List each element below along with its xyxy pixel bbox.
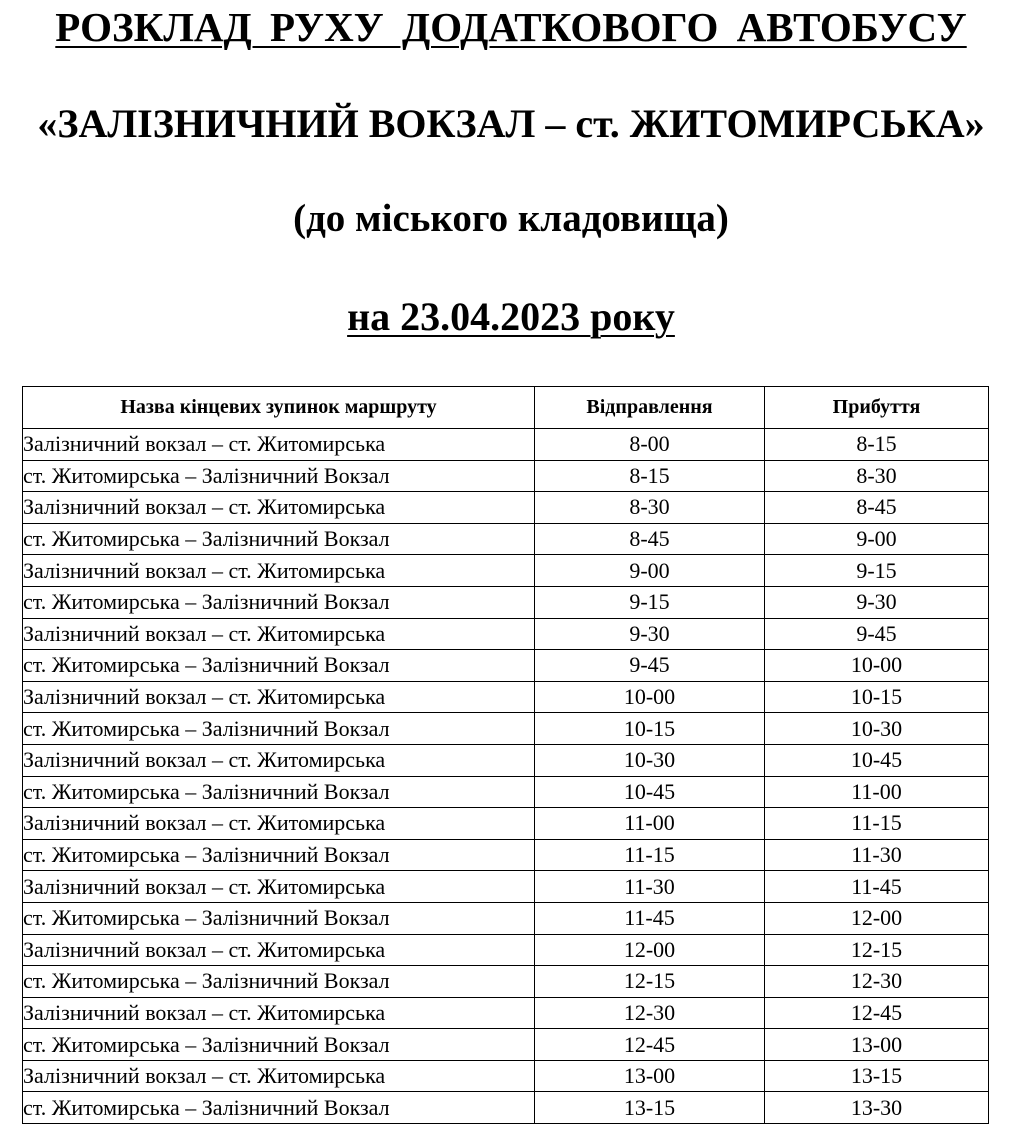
table-row bbox=[23, 839, 989, 871]
departure-cell: 12-45 bbox=[535, 1029, 765, 1061]
departure-cell: 8-45 bbox=[535, 523, 765, 555]
header-route: Назва кінцевих зупинок маршруту bbox=[23, 387, 535, 429]
table-row bbox=[23, 1060, 989, 1092]
departure-cell: 10-00 bbox=[535, 681, 765, 713]
route-cell: ст. Житомирська – Залізничний Вокзал bbox=[23, 902, 535, 934]
departure-cell: 10-30 bbox=[535, 744, 765, 776]
departure-cell: 8-30 bbox=[535, 492, 765, 524]
route-cell: ст. Житомирська – Залізничний Вокзал bbox=[23, 776, 535, 808]
table-row bbox=[23, 776, 989, 808]
arrival-cell: 12-00 bbox=[765, 902, 989, 934]
arrival-cell: 11-45 bbox=[765, 871, 989, 903]
route-cell: Залізничний вокзал – ст. Житомирська bbox=[23, 1060, 535, 1092]
arrival-cell: 10-00 bbox=[765, 650, 989, 682]
table-row bbox=[23, 681, 989, 713]
departure-cell: 11-00 bbox=[535, 808, 765, 840]
arrival-cell: 8-30 bbox=[765, 460, 989, 492]
schedule-date: на 23.04.2023 року bbox=[347, 294, 675, 339]
route-cell: ст. Житомирська – Залізничний Вокзал bbox=[23, 966, 535, 998]
arrival-cell: 8-45 bbox=[765, 492, 989, 524]
route-cell: Залізничний вокзал – ст. Житомирська bbox=[23, 618, 535, 650]
table-row bbox=[23, 555, 989, 587]
route-cell: ст. Житомирська – Залізничний Вокзал bbox=[23, 713, 535, 745]
table-row bbox=[23, 966, 989, 998]
departure-cell: 9-15 bbox=[535, 586, 765, 618]
arrival-cell: 10-45 bbox=[765, 744, 989, 776]
arrival-cell: 9-45 bbox=[765, 618, 989, 650]
arrival-cell: 13-30 bbox=[765, 1092, 989, 1124]
table-row bbox=[23, 1029, 989, 1061]
arrival-cell: 11-00 bbox=[765, 776, 989, 808]
table-row bbox=[23, 997, 989, 1029]
table-row bbox=[23, 902, 989, 934]
table-row bbox=[23, 934, 989, 966]
departure-cell: 9-30 bbox=[535, 618, 765, 650]
route-cell: Залізничний вокзал – ст. Житомирська bbox=[23, 997, 535, 1029]
table-row bbox=[23, 808, 989, 840]
table-row bbox=[23, 586, 989, 618]
route-cell: ст. Житомирська – Залізничний Вокзал bbox=[23, 839, 535, 871]
route-title: «ЗАЛІЗНИЧНИЙ ВОКЗАЛ – ст. ЖИТОМИРСЬКА» bbox=[37, 101, 985, 146]
arrival-cell: 8-15 bbox=[765, 429, 989, 461]
route-cell: Залізничний вокзал – ст. Житомирська bbox=[23, 744, 535, 776]
table-header-row bbox=[23, 387, 989, 429]
table-row bbox=[23, 429, 989, 461]
arrival-cell: 12-30 bbox=[765, 966, 989, 998]
departure-cell: 8-00 bbox=[535, 429, 765, 461]
route-cell: ст. Житомирська – Залізничний Вокзал bbox=[23, 586, 535, 618]
departure-cell: 13-00 bbox=[535, 1060, 765, 1092]
arrival-cell: 10-15 bbox=[765, 681, 989, 713]
route-cell: ст. Житомирська – Залізничний Вокзал bbox=[23, 460, 535, 492]
arrival-cell: 13-00 bbox=[765, 1029, 989, 1061]
departure-cell: 12-00 bbox=[535, 934, 765, 966]
route-cell: ст. Житомирська – Залізничний Вокзал bbox=[23, 523, 535, 555]
table-row bbox=[23, 492, 989, 524]
schedule-body bbox=[23, 429, 989, 1124]
arrival-cell: 9-15 bbox=[765, 555, 989, 587]
arrival-cell: 13-15 bbox=[765, 1060, 989, 1092]
route-cell: Залізничний вокзал – ст. Житомирська bbox=[23, 429, 535, 461]
arrival-cell: 12-15 bbox=[765, 934, 989, 966]
table-row bbox=[23, 713, 989, 745]
departure-cell: 9-45 bbox=[535, 650, 765, 682]
route-cell: ст. Житомирська – Залізничний Вокзал bbox=[23, 1029, 535, 1061]
route-subtitle: (до міського кладовища) bbox=[293, 197, 729, 240]
arrival-cell: 10-30 bbox=[765, 713, 989, 745]
departure-cell: 11-15 bbox=[535, 839, 765, 871]
route-cell: Залізничний вокзал – ст. Житомирська bbox=[23, 808, 535, 840]
departure-cell: 11-45 bbox=[535, 902, 765, 934]
departure-cell: 13-15 bbox=[535, 1092, 765, 1124]
arrival-cell: 9-00 bbox=[765, 523, 989, 555]
departure-cell: 12-15 bbox=[535, 966, 765, 998]
route-cell: Залізничний вокзал – ст. Житомирська bbox=[23, 492, 535, 524]
departure-cell: 12-30 bbox=[535, 997, 765, 1029]
arrival-cell: 9-30 bbox=[765, 586, 989, 618]
route-cell: Залізничний вокзал – ст. Житомирська bbox=[23, 871, 535, 903]
table-row bbox=[23, 744, 989, 776]
departure-cell: 11-30 bbox=[535, 871, 765, 903]
arrival-cell: 11-15 bbox=[765, 808, 989, 840]
table-row bbox=[23, 523, 989, 555]
route-cell: ст. Житомирська – Залізничний Вокзал bbox=[23, 1092, 535, 1124]
departure-cell: 9-00 bbox=[535, 555, 765, 587]
departure-cell: 8-15 bbox=[535, 460, 765, 492]
table-row bbox=[23, 1092, 989, 1124]
schedule-table bbox=[22, 386, 989, 1124]
route-cell: ст. Житомирська – Залізничний Вокзал bbox=[23, 650, 535, 682]
arrival-cell: 11-30 bbox=[765, 839, 989, 871]
table-row bbox=[23, 650, 989, 682]
route-cell: Залізничний вокзал – ст. Житомирська bbox=[23, 681, 535, 713]
table-row bbox=[23, 460, 989, 492]
route-cell: Залізничний вокзал – ст. Житомирська bbox=[23, 555, 535, 587]
route-cell: Залізничний вокзал – ст. Житомирська bbox=[23, 934, 535, 966]
table-row bbox=[23, 618, 989, 650]
arrival-cell: 12-45 bbox=[765, 997, 989, 1029]
table-row bbox=[23, 871, 989, 903]
document-title: РОЗКЛАД РУХУ ДОДАТКОВОГО АВТОБУСУ bbox=[55, 4, 967, 50]
header-arrival: Прибуття bbox=[765, 387, 989, 429]
departure-cell: 10-15 bbox=[535, 713, 765, 745]
departure-cell: 10-45 bbox=[535, 776, 765, 808]
header-departure: Відправлення bbox=[535, 387, 765, 429]
